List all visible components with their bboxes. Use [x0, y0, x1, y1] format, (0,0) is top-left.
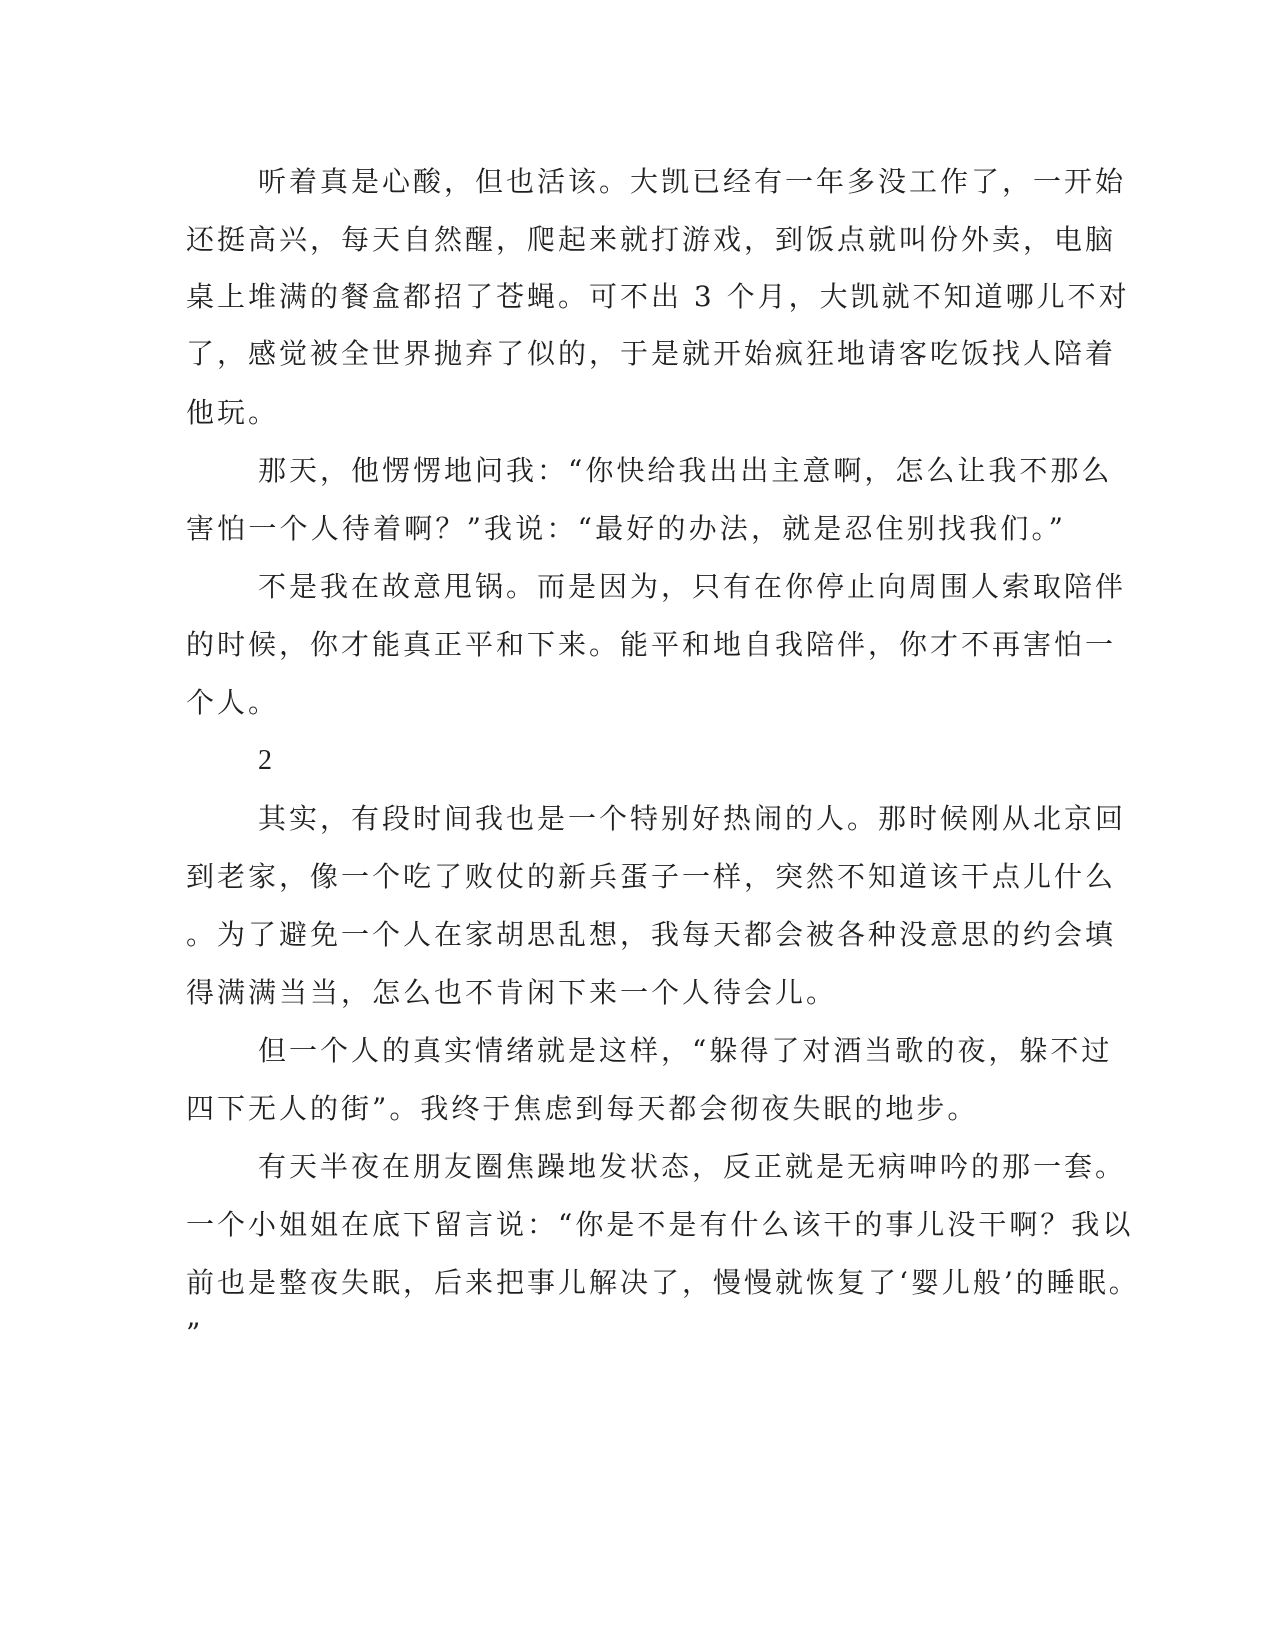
paragraph-5-line-2: 四下无人的街”。我终于焦虑到每天都会彻夜失眠的地步。 [186, 1092, 979, 1125]
paragraph-3-line-1: 不是我在故意甩锅。而是因为，只有在你停止向周围人索取陪伴 [258, 570, 1127, 603]
paragraph-2-line-2: 害怕一个人待着啊？”我说：“最好的办法，就是忍住别找我们。” [186, 512, 1066, 545]
paragraph-3-line-2: 的时候，你才能真正平和下来。能平和地自我陪伴，你才不再害怕一 [186, 628, 1117, 661]
paragraph-1-line-4: 了，感觉被全世界抛弃了似的，于是就开始疯狂地请客吃饭找人陪着 [186, 337, 1117, 370]
paragraph-4-line-3: 。为了避免一个人在家胡思乱想，我每天都会被各种没意思的约会填 [186, 918, 1117, 951]
paragraph-1-line-1: 听着真是心酸，但也活该。大凯已经有一年多没工作了，一开始 [258, 165, 1127, 198]
section-number: 2 [258, 745, 272, 776]
paragraph-3-line-3: 个人。 [186, 686, 280, 719]
paragraph-4-line-4: 得满满当当，怎么也不肯闲下来一个人待会儿。 [186, 976, 838, 1009]
paragraph-4-line-1: 其实，有段时间我也是一个特别好热闹的人。那时候刚从北京回 [258, 802, 1127, 835]
paragraph-1-line-2: 还挺高兴，每天自然醒，爬起来就打游戏，到饭点就叫份外卖，电脑 [186, 223, 1117, 256]
paragraph-2-line-1: 那天，他愣愣地问我：“你快给我出出主意啊，怎么让我不那么 [258, 454, 1113, 487]
paragraph-6-line-2: 一个小姐姐在底下留言说：“你是不是有什么该干的事儿没干啊？我以 [186, 1208, 1134, 1241]
paragraph-1-line-5: 他玩。 [186, 396, 280, 429]
paragraph-6-line-3: 前也是整夜失眠，后来把事儿解决了，慢慢就恢复了‘婴儿般’的睡眠。 [186, 1266, 1140, 1299]
paragraph-4-line-2: 到老家，像一个吃了败仗的新兵蛋子一样，突然不知道该干点儿什么 [186, 860, 1117, 893]
paragraph-1-line-3: 桌上堆满的餐盒都招了苍蝇。可不出 3 个月，大凯就不知道哪儿不对 [186, 280, 1130, 313]
paragraph-6-line-4: ” [186, 1317, 204, 1350]
paragraph-6-line-1: 有天半夜在朋友圈焦躁地发状态，反正就是无病呻吟的那一套。 [258, 1150, 1127, 1183]
paragraph-5-line-1: 但一个人的真实情绪就是这样，“躲得了对酒当歌的夜，躲不过 [258, 1034, 1113, 1067]
